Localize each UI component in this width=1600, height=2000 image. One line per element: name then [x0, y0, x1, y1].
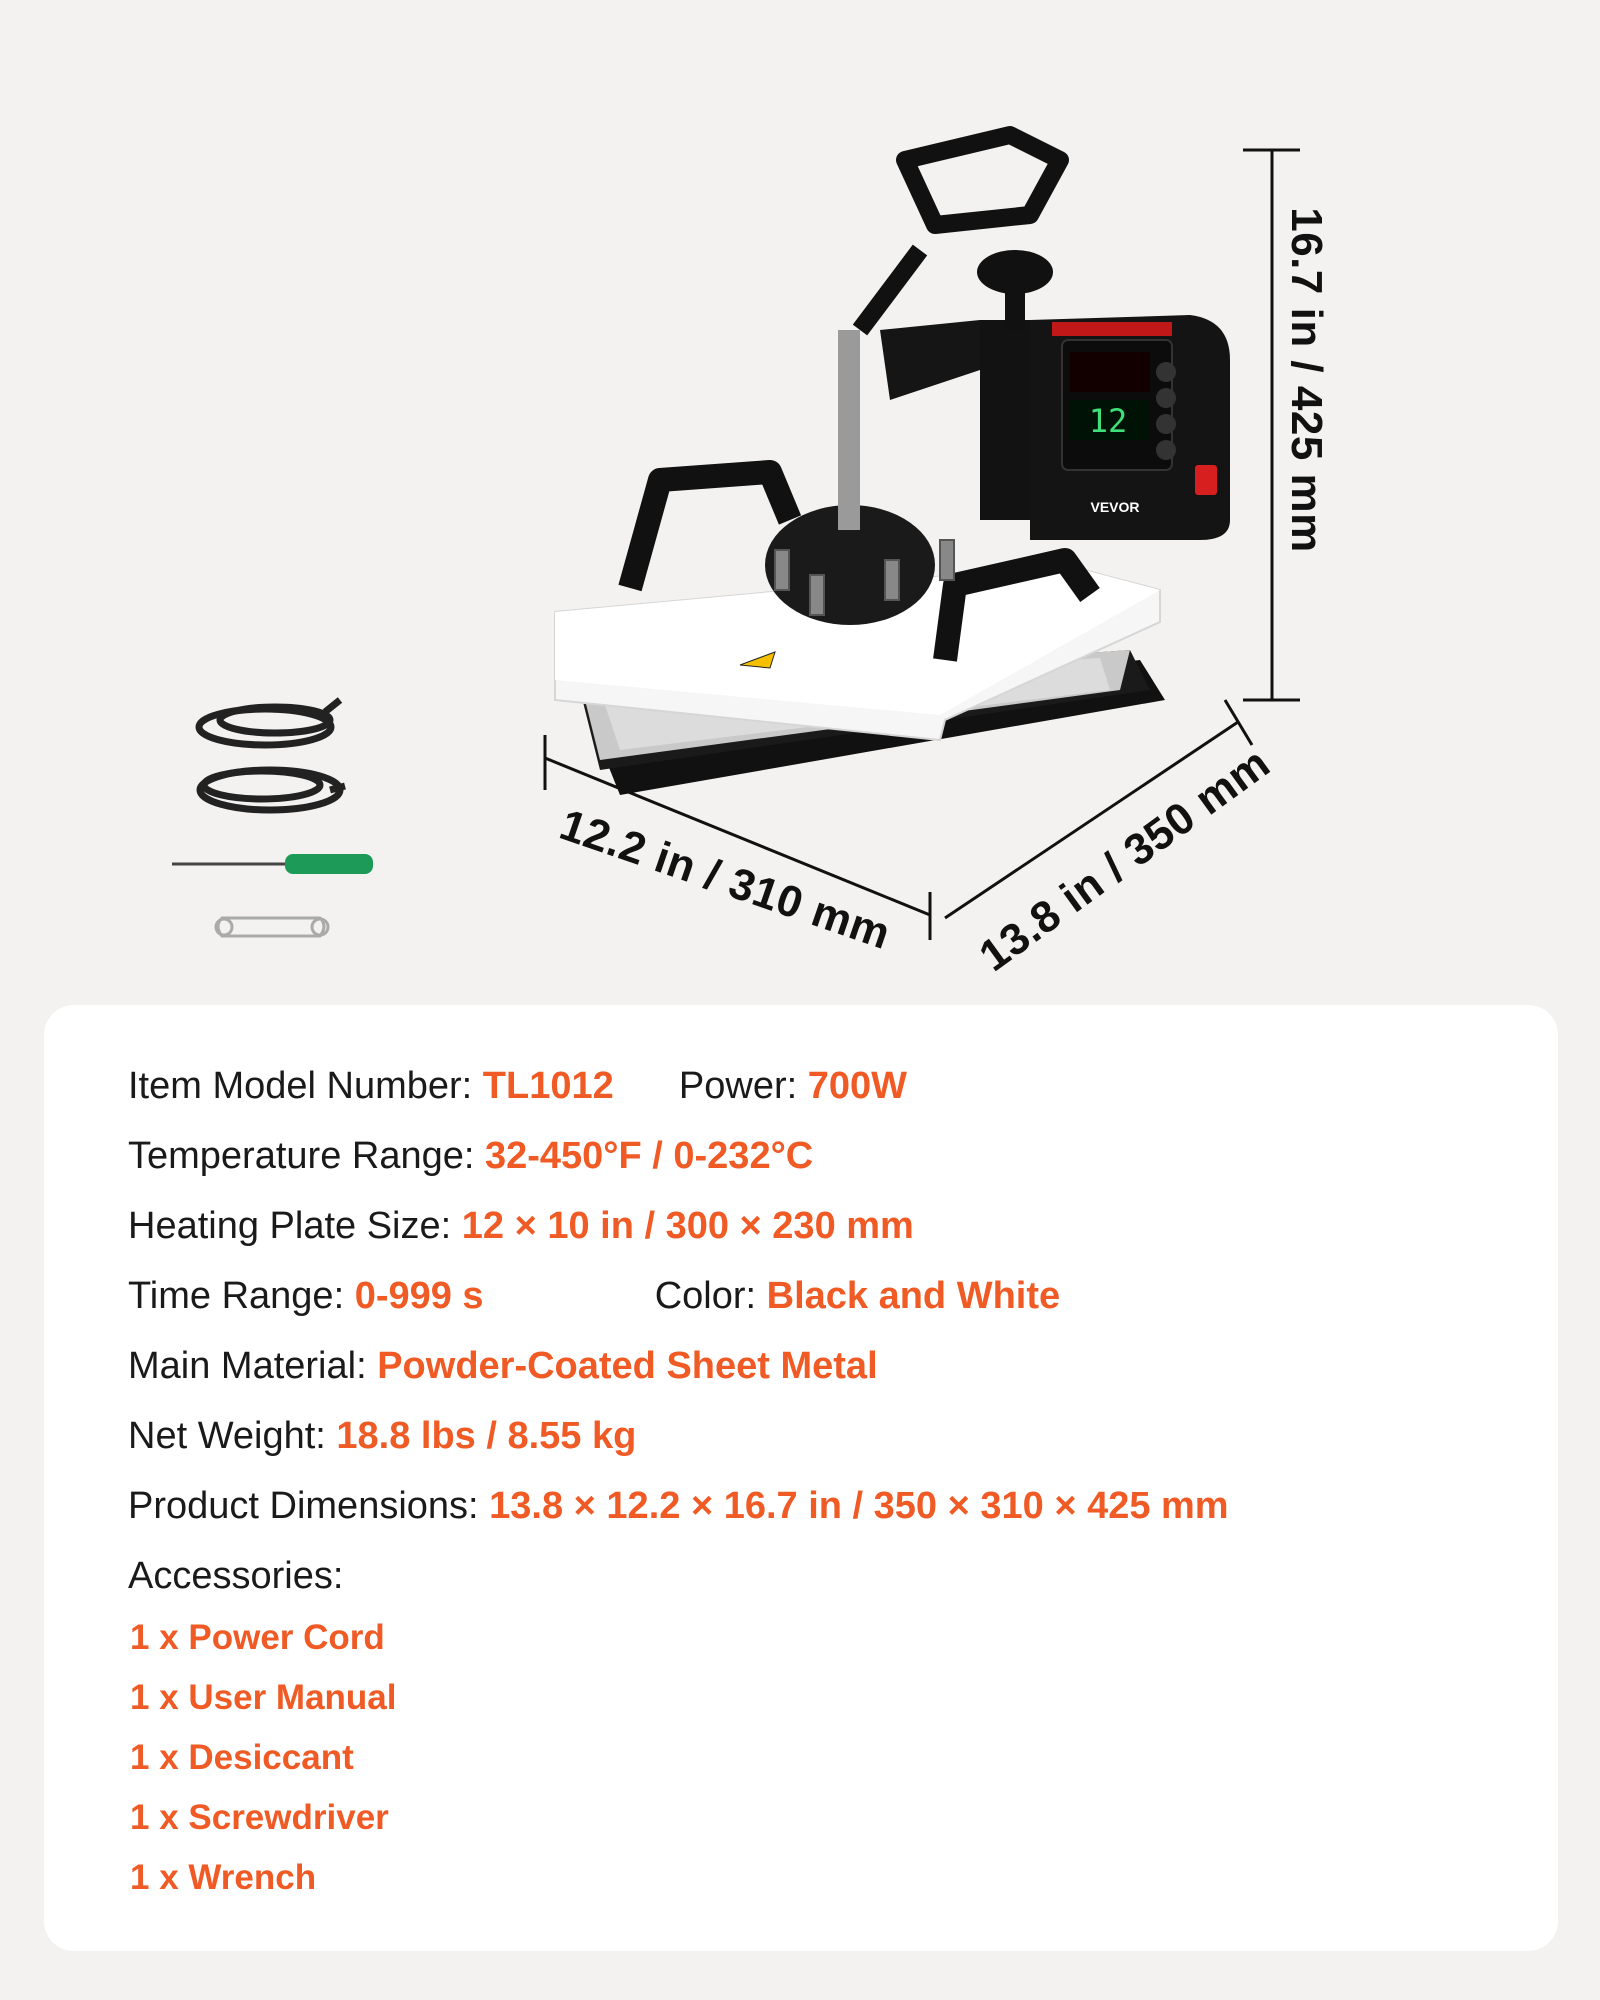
spec-row-model-power	[128, 1065, 907, 1108]
temperature-label: Temperature Range:	[128, 1135, 485, 1177]
width-dimension-label: 12.2 in / 310 mm	[553, 800, 897, 959]
power-value: 700W	[807, 1065, 907, 1107]
depth-dimension-label: 13.8 in / 350 mm	[970, 738, 1279, 981]
power-cord-icon	[199, 700, 340, 745]
dimensions-label: Product Dimensions:	[128, 1485, 490, 1527]
accessory-item: 1 x Power Cord	[130, 1618, 385, 1657]
power-cord-2-icon	[200, 770, 345, 810]
accessory-item: 1 x Screwdriver	[130, 1798, 389, 1837]
color-value: Black and White	[766, 1275, 1061, 1317]
material-value: Powder-Coated Sheet Metal	[377, 1345, 878, 1387]
power-label: Power:	[678, 1065, 808, 1107]
accessory-item: 1 x Wrench	[130, 1858, 317, 1897]
spec-row-plate-size	[128, 1205, 914, 1248]
spec-row-temperature	[128, 1135, 813, 1178]
color-label: Color:	[654, 1275, 767, 1317]
time-range-value: 0-999 s	[354, 1275, 484, 1317]
spec-row-time-color	[128, 1275, 1060, 1318]
weight-label: Net Weight:	[128, 1415, 337, 1457]
wrench-icon	[216, 918, 328, 936]
timer-display: 12	[1088, 402, 1128, 440]
material-label: Main Material:	[128, 1345, 378, 1387]
accessories-title-text: Accessories:	[128, 1555, 344, 1597]
power-switch	[1195, 465, 1217, 495]
temperature-value: 32-450°F / 0-232°C	[484, 1135, 814, 1177]
spec-row-weight	[128, 1415, 636, 1458]
model-value: TL1012	[482, 1065, 614, 1107]
weight-value: 18.8 lbs / 8.55 kg	[336, 1415, 637, 1457]
time-range-label: Time Range:	[128, 1275, 355, 1317]
accessory-item: 1 x Desiccant	[130, 1738, 354, 1777]
plate-size-label: Heating Plate Size:	[128, 1205, 462, 1247]
spec-card	[44, 1005, 1558, 1951]
brand-label: VEVOR	[1090, 499, 1140, 515]
accessory-item: 1 x User Manual	[130, 1678, 397, 1717]
plate-size-value: 12 × 10 in / 300 × 230 mm	[461, 1205, 914, 1247]
height-dimension-label: 16.7 in / 425 mm	[1282, 207, 1331, 553]
dimensions-value: 13.8 × 12.2 × 16.7 in / 350 × 310 × 425 mm	[489, 1485, 1229, 1527]
spec-row-material	[128, 1345, 878, 1388]
screwdriver-icon	[172, 854, 373, 874]
model-label: Item Model Number:	[128, 1065, 483, 1107]
accessories-title	[128, 1555, 343, 1598]
heat-press-body	[555, 135, 1230, 795]
spec-row-dimensions	[128, 1485, 1229, 1528]
